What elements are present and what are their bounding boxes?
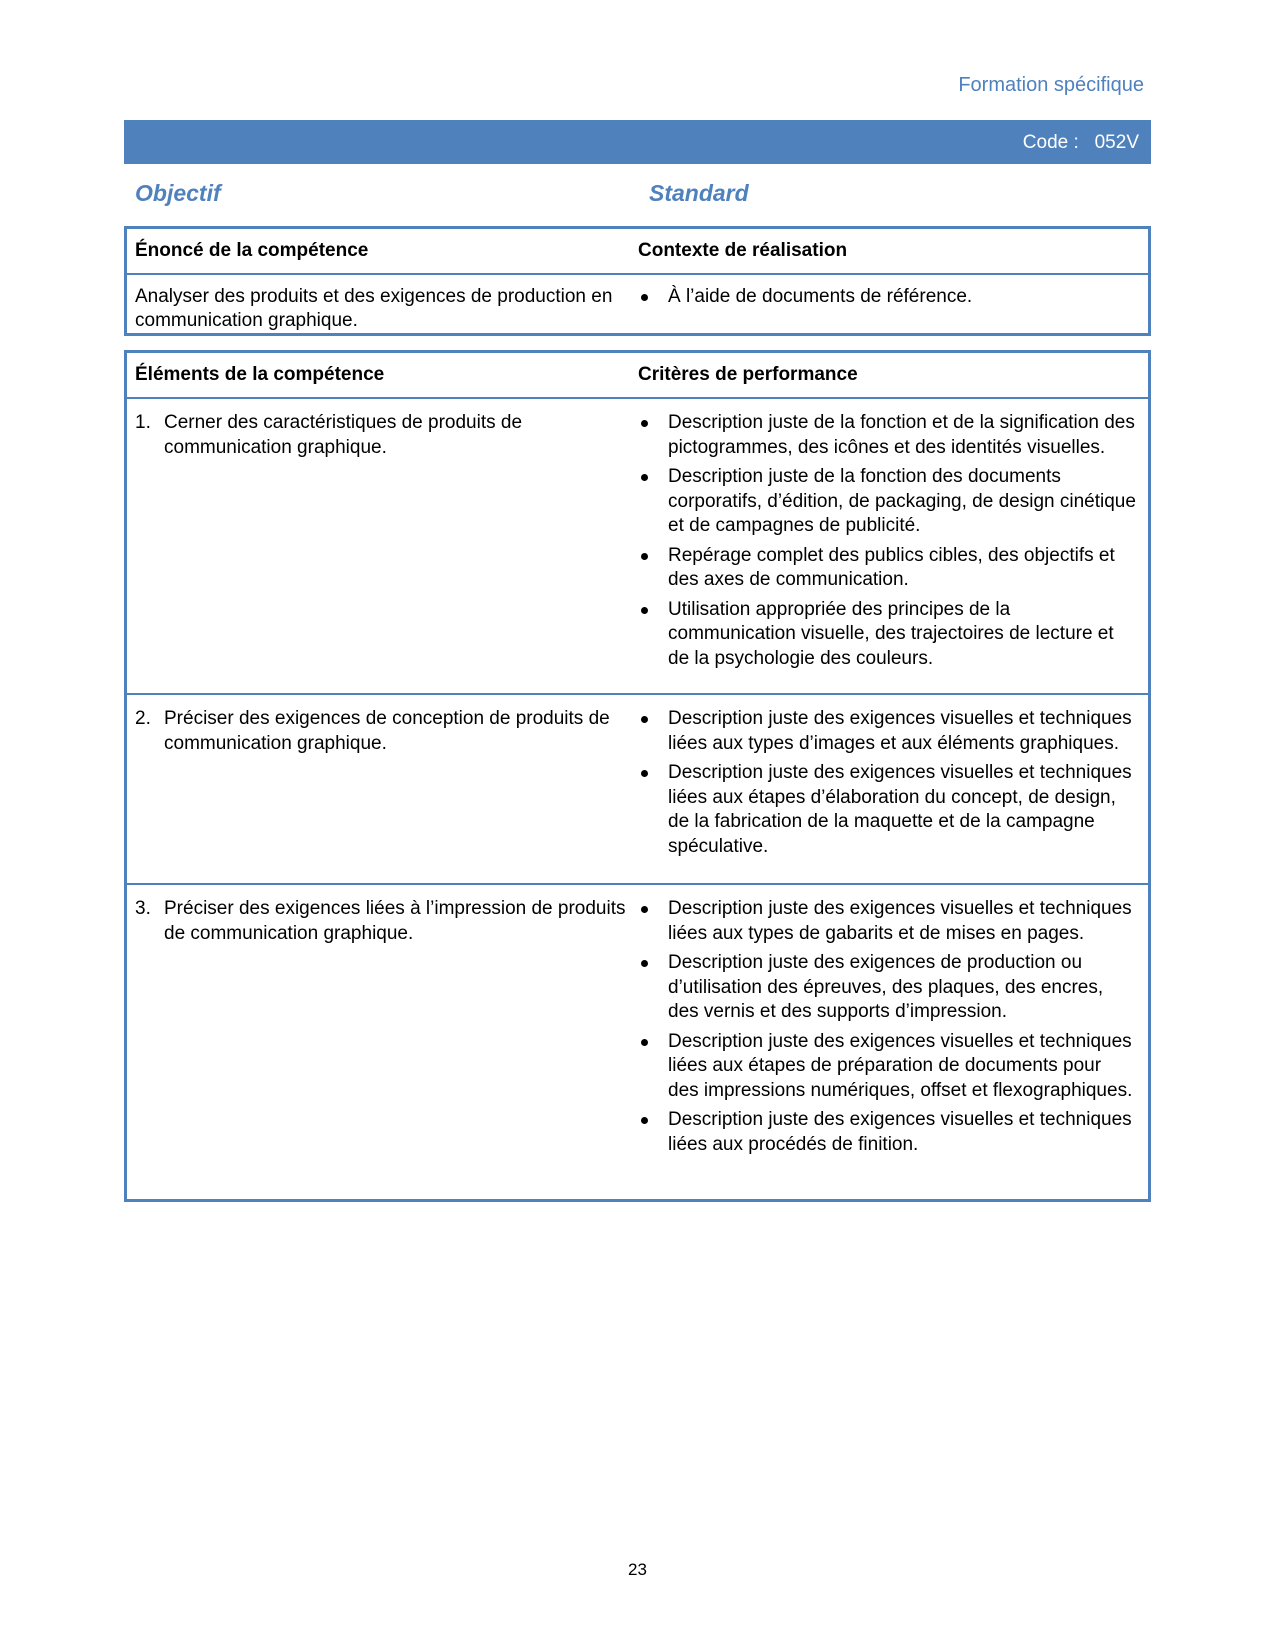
formation-header: Formation spécifique — [958, 74, 1144, 96]
elements-heading: Éléments de la compétence — [135, 364, 385, 385]
criteria-list — [638, 411, 1136, 671]
bullet-icon — [638, 598, 668, 672]
element-text: Préciser des exigences liées à l’impression de produits de communication graphique. — [164, 898, 626, 944]
bullet-icon — [638, 761, 668, 859]
criterion-item: Description juste de la fonction des documents corporatifs, d’édition, de packaging, de design cinétique et de campagnes de publicité. — [638, 465, 1136, 539]
bullet-icon — [638, 951, 668, 1025]
bullet-icon — [638, 544, 668, 593]
bullet-icon — [638, 707, 668, 756]
contexte-list — [638, 285, 1136, 309]
table-row — [127, 399, 1148, 695]
criterion-item: Description juste des exigences visuelles et techniques liées aux étapes d’élaboration du concept, de design, de la fabrication de la maquette et de la campagne spéculative. — [638, 761, 1136, 859]
element-number: 2. — [135, 708, 151, 729]
criterion-item: Description juste des exigences visuelles et techniques liées aux procédés de finition. — [638, 1108, 1136, 1157]
criterion-item: Description juste des exigences de production ou d’utilisation des épreuves, des plaques, des encres, des vernis et des supports d’impression. — [638, 951, 1136, 1025]
bullet-icon — [638, 465, 668, 539]
enonce-text: Analyser des produits et des exigences de production en communication graphique. — [135, 286, 613, 331]
code-bar — [124, 120, 1151, 164]
objectif-heading: Objectif — [135, 180, 221, 206]
criterion-item: Repérage complet des publics cibles, des objectifs et des axes de communication. — [638, 544, 1136, 593]
bullet-icon — [638, 1108, 668, 1157]
competence-body-row — [127, 275, 1148, 333]
bullet-icon — [638, 1030, 668, 1104]
contexte-item: À l’aide de documents de référence. — [638, 285, 1136, 309]
element-number: 3. — [135, 898, 151, 919]
element-text: Cerner des caractéristiques de produits de communication graphique. — [164, 412, 523, 458]
contexte-heading: Contexte de réalisation — [638, 240, 848, 261]
bullet-icon — [638, 411, 668, 460]
element-item — [135, 411, 638, 460]
competence-table — [124, 226, 1151, 336]
element-item — [135, 897, 638, 946]
criteres-heading: Critères de performance — [638, 364, 858, 385]
elements-table — [124, 350, 1151, 1202]
criteria-list — [638, 707, 1136, 859]
criterion-item: Description juste des exigences visuelles et techniques liées aux types d’images et aux éléments graphiques. — [638, 707, 1136, 756]
bullet-icon — [638, 285, 668, 309]
element-item — [135, 707, 638, 756]
criterion-item: Utilisation appropriée des principes de la communication visuelle, des trajectoires de lecture et de la psychologie des couleurs. — [638, 598, 1136, 672]
course-code: Code : 052V — [1022, 132, 1139, 153]
element-number: 1. — [135, 412, 151, 433]
standard-heading: Standard — [649, 180, 749, 206]
table-row — [127, 885, 1148, 1199]
criterion-item: Description juste des exigences visuelles et techniques liées aux types de gabarits et de mises en pages. — [638, 897, 1136, 946]
element-text: Préciser des exigences de conception de produits de communication graphique. — [164, 708, 610, 754]
enonce-heading: Énoncé de la compétence — [135, 240, 369, 261]
criterion-item: Description juste de la fonction et de la signification des pictogrammes, des icônes et des identités visuelles. — [638, 411, 1136, 460]
criteria-list — [638, 897, 1136, 1157]
bullet-icon — [638, 897, 668, 946]
competence-header-row — [127, 229, 1148, 275]
table-row — [127, 695, 1148, 885]
page-number: 23 — [628, 1560, 647, 1579]
elements-header-row — [127, 353, 1148, 399]
criterion-item: Description juste des exigences visuelles et techniques liées aux étapes de préparation de documents pour des impressions numériques, offset et flexographiques. — [638, 1030, 1136, 1104]
